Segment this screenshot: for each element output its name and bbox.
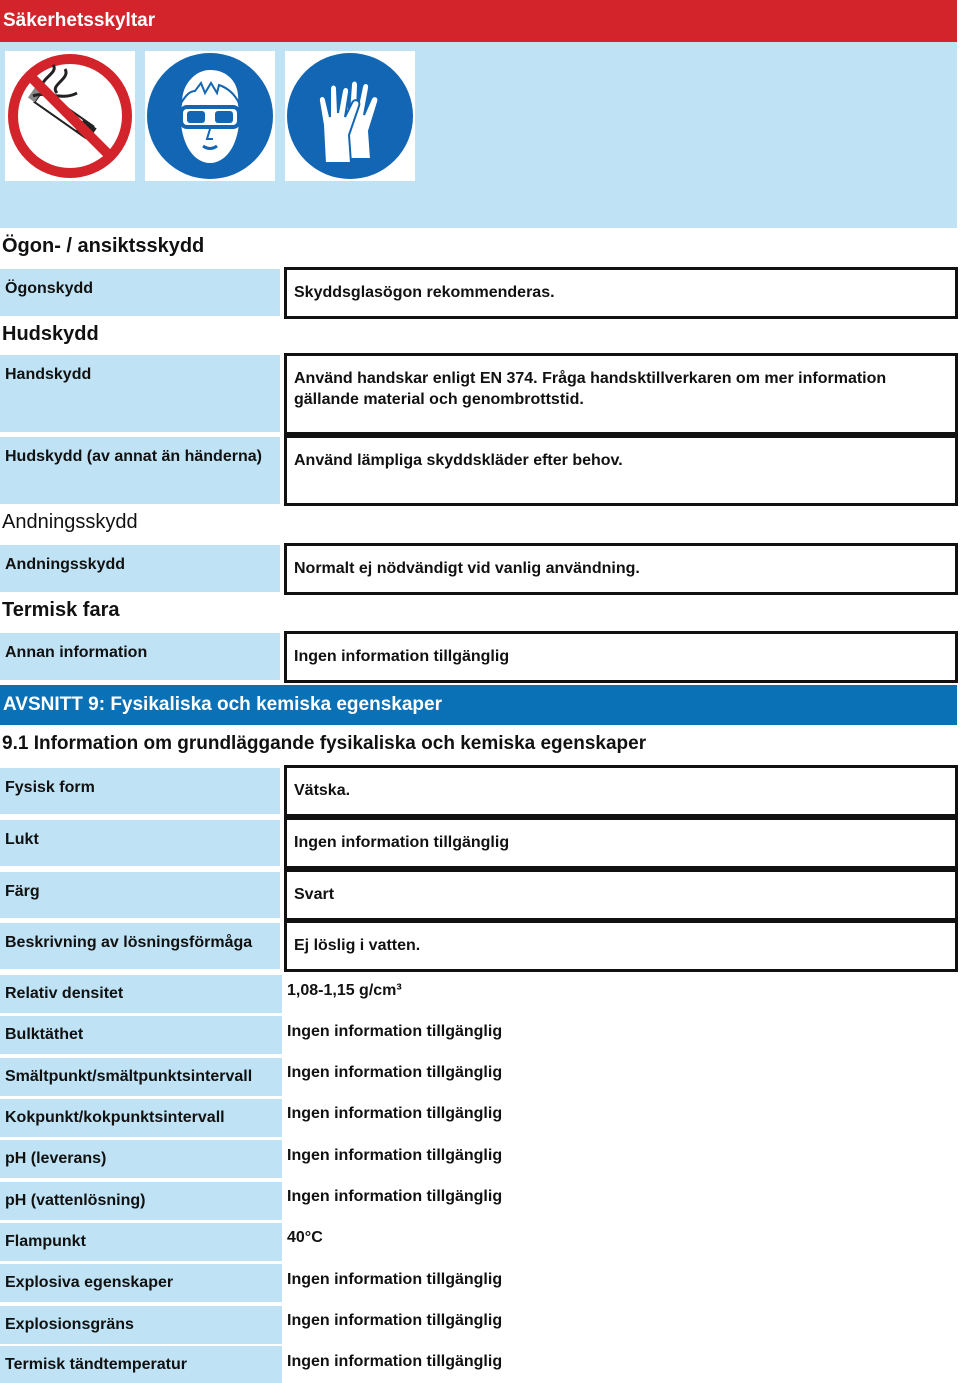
section-9-1-subtitle: 9.1 Information om grundläggande fysikaliska och kemiska egenskaper bbox=[2, 733, 647, 754]
boiling-point-label: Kokpunkt/kokpunktsintervall bbox=[0, 1099, 282, 1137]
bulk-density-value: Ingen information tillgänglig bbox=[287, 1023, 503, 1040]
eye-face-protection-heading: Ögon- / ansiktsskydd bbox=[2, 235, 205, 257]
explosive-properties-value: Ingen information tillgänglig bbox=[287, 1271, 503, 1288]
respiratory-protection-value: Normalt ej nödvändigt vid vanlig användning. bbox=[284, 543, 958, 595]
relative-density-value: 1,08-1,15 g/cm³ bbox=[287, 982, 402, 999]
ph-delivery-label: pH (leverans) bbox=[0, 1140, 282, 1178]
melting-point-value: Ingen information tillgänglig bbox=[287, 1064, 503, 1081]
flash-point-value: 40°C bbox=[287, 1229, 323, 1246]
section-9-title: AVSNITT 9: Fysikaliska och kemiska egenskaper bbox=[3, 694, 442, 715]
solubility-label: Beskrivning av lösningsförmåga bbox=[0, 923, 280, 969]
ph-solution-label: pH (vattenlösning) bbox=[0, 1182, 282, 1220]
other-information-value: Ingen information tillgänglig bbox=[284, 631, 958, 683]
ph-delivery-value: Ingen information tillgänglig bbox=[287, 1147, 503, 1164]
thermal-hazard-heading: Termisk fara bbox=[2, 599, 120, 621]
ignition-temperature-label: Termisk tändtemperatur bbox=[0, 1346, 282, 1383]
odor-label: Lukt bbox=[0, 820, 280, 866]
hand-protection-label: Handskydd bbox=[0, 355, 280, 432]
explosion-limit-value: Ingen information tillgänglig bbox=[287, 1312, 503, 1329]
eye-protection-label: Ögonskydd bbox=[0, 269, 280, 316]
gloves-icon bbox=[285, 51, 415, 181]
body-protection-label: Hudskydd (av annat än händerna) bbox=[0, 437, 280, 504]
safety-signs-header bbox=[0, 0, 957, 42]
safety-signs-title: Säkerhetsskyltar bbox=[3, 10, 156, 31]
boiling-point-value: Ingen information tillgänglig bbox=[287, 1105, 503, 1122]
explosive-properties-label: Explosiva egenskaper bbox=[0, 1264, 282, 1302]
respiratory-protection-heading: Andningsskydd bbox=[2, 511, 138, 533]
section-9-header bbox=[0, 685, 957, 725]
eye-protection-value: Skyddsglasögon rekommenderas. bbox=[284, 267, 958, 319]
ignition-temperature-value: Ingen information tillgänglig bbox=[287, 1353, 503, 1370]
relative-density-label: Relativ densitet bbox=[0, 975, 282, 1013]
color-label: Färg bbox=[0, 872, 280, 918]
skin-protection-heading: Hudskydd bbox=[2, 323, 99, 345]
flash-point-label: Flampunkt bbox=[0, 1223, 282, 1261]
no-smoking-icon bbox=[5, 51, 135, 181]
respiratory-protection-label: Andningsskydd bbox=[0, 545, 280, 592]
hand-protection-value: Använd handskar enligt EN 374. Fråga handsktillverkaren om mer information gällande material och genombrottstid. bbox=[284, 353, 958, 435]
physical-form-value: Vätska. bbox=[284, 765, 958, 817]
eye-protection-icon bbox=[145, 51, 275, 181]
explosion-limit-label: Explosionsgräns bbox=[0, 1306, 282, 1344]
other-information-label: Annan information bbox=[0, 633, 280, 680]
safety-signs-panel bbox=[0, 42, 957, 228]
color-value: Svart bbox=[284, 869, 958, 921]
ph-solution-value: Ingen information tillgänglig bbox=[287, 1188, 503, 1205]
solubility-value: Ej löslig i vatten. bbox=[284, 920, 958, 972]
body-protection-value: Använd lämpliga skyddskläder efter behov. bbox=[284, 435, 958, 506]
physical-form-label: Fysisk form bbox=[0, 768, 280, 814]
odor-value: Ingen information tillgänglig bbox=[284, 817, 958, 869]
bulk-density-label: Bulktäthet bbox=[0, 1016, 282, 1054]
melting-point-label: Smältpunkt/smältpunktsintervall bbox=[0, 1058, 282, 1096]
